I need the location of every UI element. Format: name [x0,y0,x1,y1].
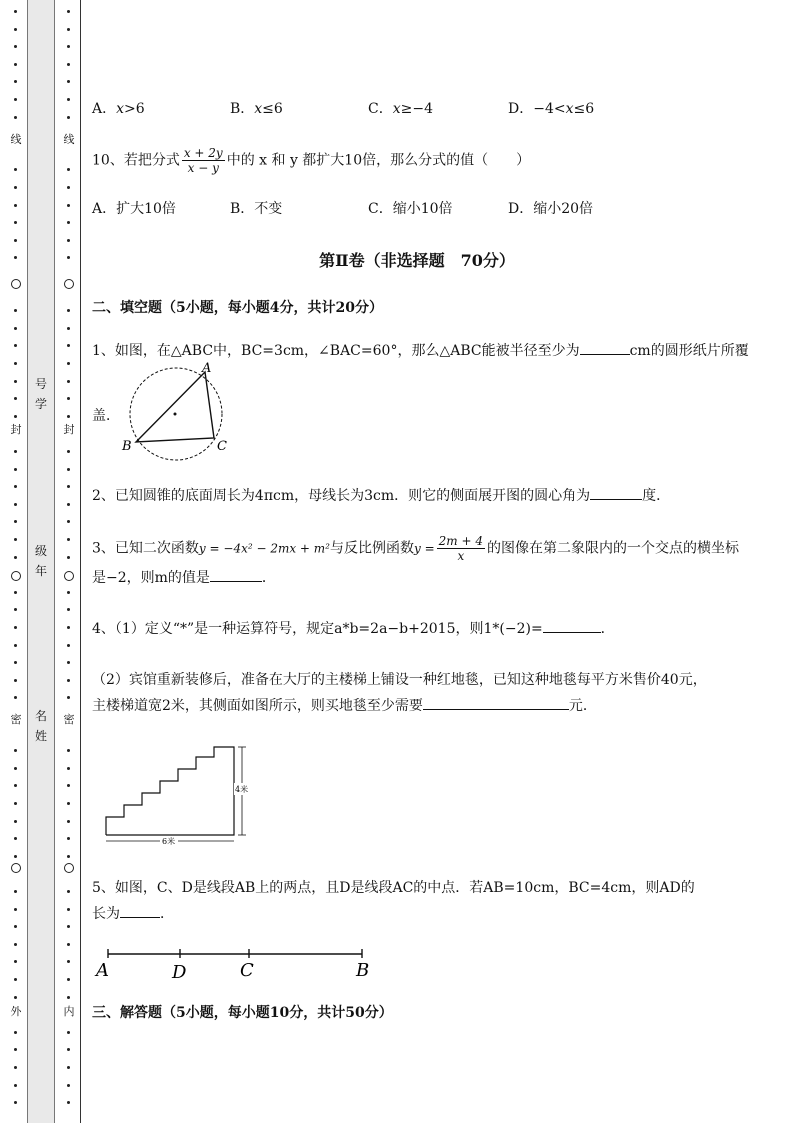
margin-dot [14,978,17,981]
f1-unit: cm的圆形纸片所覆 [629,343,749,359]
margin-dot [67,239,70,242]
margin-dot [67,45,70,48]
answer-blank [423,695,569,710]
margin-dot [67,908,70,911]
margin-dot [67,538,70,541]
field-label-bottom: 姓 [34,729,47,743]
margin-seal-char: 外 [8,1006,24,1018]
q10-option-b: B．不变 [230,201,283,217]
margin-seal-char: 封 [8,424,24,436]
fill-question-4-2: （2）宾馆重新装修后，准备在大厅的主楼梯上铺设一种红地毯，已知这种地毯每平方米售价40元， [92,672,707,688]
field-label-top: 名 [34,709,47,723]
margin-dot [14,28,17,31]
q10-frac-den: x − y [187,161,219,175]
answer-blank [210,567,262,582]
student-info-band [27,0,55,1123]
staircase-figure [102,743,252,847]
margin-dot [67,380,70,383]
margin-dot [67,591,70,594]
question-10 [92,146,530,175]
f3-prefix: 3、已知二次函数 [92,540,199,557]
answer-blank [590,485,642,500]
margin-dot [67,28,70,31]
margin-dot [14,327,17,330]
margin-dot [14,1084,17,1087]
q10-fraction [182,146,225,175]
margin-dot [67,925,70,928]
f4-2-line2 [92,695,597,717]
margin-dot [67,256,70,259]
margin-dot [14,749,17,752]
margin-dot [67,221,70,224]
margin-dot [67,309,70,312]
field-label-bottom: 学 [34,397,47,411]
label-c: C [217,439,227,454]
margin-dot [67,80,70,83]
margin-dot [67,116,70,119]
margin-dot [67,679,70,682]
margin-seal-char: 线 [61,134,77,146]
margin-dot [67,98,70,101]
part2-title: 第Ⅱ卷（非选择题 70分） [319,251,515,270]
margin-dot [67,168,70,171]
margin-circle [64,279,74,289]
margin-dot [67,626,70,629]
f3-fraction [437,534,485,563]
margin-dot [67,415,70,418]
fill-question-4-1 [92,618,615,640]
q10-option-a: A．扩大10倍 [92,201,176,217]
margin-dot [67,1048,70,1051]
f3-after: ． [261,570,276,586]
margin-dot [67,362,70,365]
answer-blank [543,618,601,633]
point-c: C [240,960,254,981]
margin-dot [67,996,70,999]
q10-prefix: 10、若把分式 [92,152,180,169]
margin-dot [67,485,70,488]
label-b: B [122,439,132,454]
fill-question-5: 5、如图，C、D是线段AB上的两点，且D是线段AC的中点．若AB=10cm，BC=4cm，则AD的 [92,880,695,896]
margin-dot [67,344,70,347]
margin-dot [67,696,70,699]
point-a: A [96,960,109,981]
margin-dot [67,450,70,453]
q10-suffix: 中的 x 和 y 都扩大10倍，那么分式的值（ ） [226,152,531,169]
margin-seal-char: 线 [8,134,24,146]
margin-dot [14,63,17,66]
margin-dot [14,696,17,699]
margin-dot [14,626,17,629]
f4-2-after: 元． [568,698,597,714]
margin-dot [67,397,70,400]
margin-dot [14,45,17,48]
margin-dot [14,1066,17,1069]
margin-dot [14,256,17,259]
q10-option-d: D．缩小20倍 [508,201,594,217]
triangle-circle-figure [118,362,258,466]
margin-dot [14,520,17,523]
margin-dot [67,186,70,189]
margin-dot [14,908,17,911]
margin-dot [14,362,17,365]
margin-dot [14,221,17,224]
f3-frac-num: 2m + 4 [438,534,483,548]
margin-dot [14,996,17,999]
margin-dot [14,925,17,928]
margin-circle [11,863,21,873]
margin-dot [14,538,17,541]
field-label-bottom: 年 [34,564,47,578]
margin-seal-char: 密 [61,714,77,726]
margin-dot [14,380,17,383]
margin-dot [14,820,17,823]
f4-1-after: ． [600,621,615,637]
margin-dot [14,397,17,400]
f4-2-line2-text: 主楼梯道宽2米，其侧面如图所示，则买地毯至少需要 [92,698,423,714]
margin-dot [67,960,70,963]
margin-seal-char: 内 [61,1006,77,1018]
f3-line2-text: 是−2，则m的值是 [92,570,210,586]
field-label-top: 号 [34,377,47,391]
f1-text: 1、如图，在△ABC中，BC=3cm，∠BAC=60°，那么△ABC能被半径至少为 [92,343,580,359]
margin-dot [67,749,70,752]
margin-dot [67,503,70,506]
margin-seal-char: 密 [8,714,24,726]
margin-dot [14,960,17,963]
f3-suffix: 的图像在第二象限内的一个交点的横坐标 [487,540,739,557]
margin-dot [67,837,70,840]
margin-dot [67,63,70,66]
f4-1-text: 4、（1）定义“*”是一种运算符号，规定a*b=2a−b+2015，则1*(−2)= [92,621,543,637]
circle-center [174,413,177,416]
margin-dot [67,784,70,787]
segment-figure [94,944,384,984]
margin-dot [14,890,17,893]
margin-seal-char: 封 [61,424,77,436]
fill-question-2 [92,485,670,507]
label-a: A [202,362,212,376]
f2-after: 度． [642,488,671,504]
answer-blank [120,903,160,918]
q10-option-c: C．缩小10倍 [368,201,453,217]
margin-dot [14,767,17,770]
field-label-top: 级 [34,544,47,558]
answer-blank [580,340,630,355]
margin-dot [14,784,17,787]
f2-text: 2、已知圆锥的底面周长为4πcm，母线长为3cm．则它的侧面展开图的圆心角为 [92,488,591,504]
margin-dot [14,485,17,488]
margin-dot [14,837,17,840]
margin-dot [14,1031,17,1034]
margin-circle [11,279,21,289]
binding-margin [0,0,86,1123]
margin-dot [14,644,17,647]
q9-option-d: D．−4<𝑥≤6 [508,101,595,117]
margin-dot [67,1066,70,1069]
margin-dot [67,520,70,523]
margin-dot [67,10,70,13]
margin-dot [14,10,17,13]
margin-dot [14,468,17,471]
margin-dot [14,855,17,858]
margin-dot [14,556,17,559]
margin-dot [67,767,70,770]
q9-option-a: A．𝑥>6 [92,101,145,117]
height-label: 4米 [235,785,249,794]
fill-question-3 [92,534,739,563]
margin-dot [67,204,70,207]
f3-line2 [92,567,276,589]
point-b: B [356,960,370,981]
margin-dot [14,204,17,207]
point-d: D [172,962,187,983]
margin-dot [67,327,70,330]
f3-frac-den: x [457,549,465,563]
f3-mid: 与反比例函数 [330,540,414,557]
margin-dot [67,468,70,471]
margin-dot [67,1031,70,1034]
margin-circle [64,571,74,581]
margin-dot [14,1048,17,1051]
inner-dot-column [63,0,75,1123]
margin-dot [14,309,17,312]
q9-option-b: B．𝑥≤6 [230,101,283,117]
margin-dot [14,802,17,805]
q9-option-c: C．𝑥≥−4 [368,101,433,117]
q10-frac-num: x + 2y [183,146,223,160]
margin-dot [14,608,17,611]
margin-dot [14,591,17,594]
margin-dot [14,98,17,101]
margin-dot [67,978,70,981]
outer-dot-column [10,0,22,1123]
f3-quadratic: y = −4x² − 2mx + m² [198,541,330,556]
margin-dot [14,1101,17,1104]
margin-dot [67,820,70,823]
f1-line2: 盖． [92,408,120,424]
triangle-abc [136,372,214,442]
answer-section-heading: 三、解答题（5小题，每小题10分，共计50分） [92,1005,393,1021]
f3-recip-y: y = [414,541,435,556]
margin-dot [67,608,70,611]
fill-question-1 [92,340,749,362]
margin-dot [14,415,17,418]
margin-dot [14,186,17,189]
margin-dot [67,1101,70,1104]
fill-section-heading: 二、填空题（5小题，每小题4分，共计20分） [92,300,383,316]
margin-dot [67,556,70,559]
margin-dot [67,802,70,805]
margin-dot [67,1084,70,1087]
margin-dot [67,661,70,664]
margin-circle [11,571,21,581]
margin-dot [14,168,17,171]
width-label: 6米 [162,837,176,846]
margin-dot [67,943,70,946]
margin-dot [14,661,17,664]
margin-dot [14,679,17,682]
margin-dot [14,116,17,119]
f5-line2-text: 长为 [92,906,120,922]
margin-dot [14,943,17,946]
stair-outline [106,747,234,835]
margin-dot [67,644,70,647]
margin-dot [14,80,17,83]
margin-dot [67,855,70,858]
margin-circle [64,863,74,873]
margin-dot [67,890,70,893]
margin-dot [14,503,17,506]
margin-dot [14,239,17,242]
margin-dot [14,344,17,347]
binding-line [80,0,81,1123]
f5-line2 [92,903,174,925]
f5-after: ． [160,906,174,922]
margin-dot [14,450,17,453]
